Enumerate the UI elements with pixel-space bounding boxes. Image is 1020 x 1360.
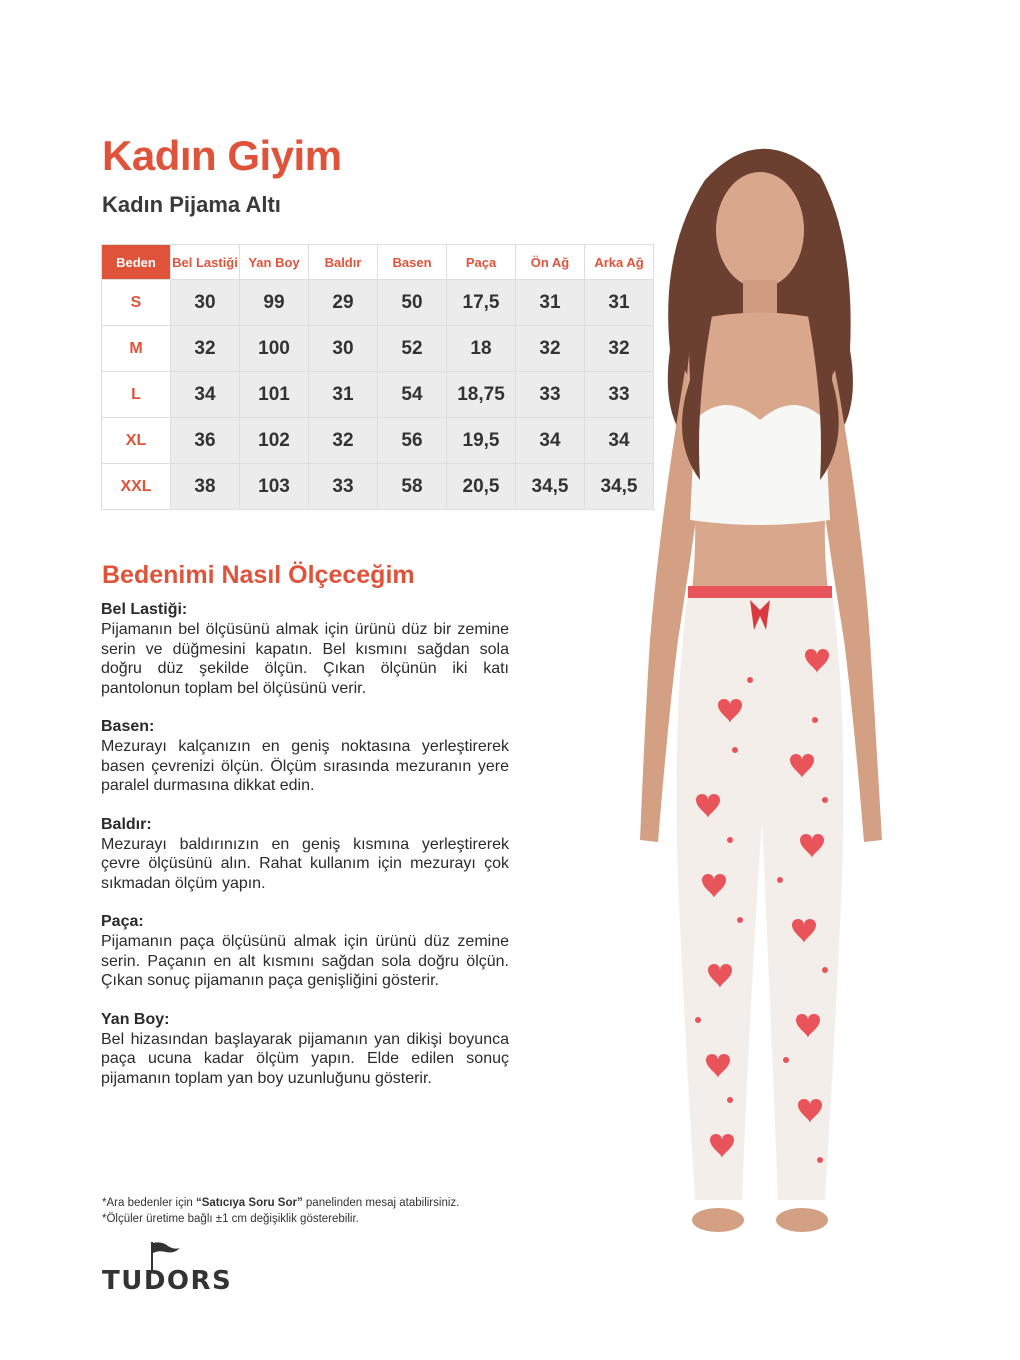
- size-chart-table: [101, 244, 654, 510]
- table-cell: 29: [309, 280, 378, 326]
- table-cell: 102: [240, 418, 309, 464]
- table-cell: 52: [378, 326, 447, 372]
- table-row: [102, 326, 654, 372]
- column-header: Beden: [102, 245, 171, 280]
- guide-text: Pijamanın paça ölçüsünü almak için ürünü düz zemine serin. Paçanın en alt kısmını sağdan sola doğru ölçün. Çıkan sonuç pijamanın paça genişliğini gösterir.: [101, 933, 509, 989]
- table-cell: 38: [171, 464, 240, 510]
- size-label: XL: [102, 418, 171, 464]
- footnote-tolerance: *Ölçüler üretime bağlı ±1 cm değişiklik gösterebilir.: [102, 1213, 359, 1225]
- table-cell: 33: [516, 372, 585, 418]
- table-cell: 100: [240, 326, 309, 372]
- size-label: XXL: [102, 464, 171, 510]
- column-header: Bel Lastiği: [171, 245, 240, 280]
- column-header: Paça: [447, 245, 516, 280]
- measurement-guide: [101, 600, 509, 1107]
- model-illustration: [600, 120, 920, 1270]
- page-subtitle: Kadın Pijama Altı: [102, 192, 281, 217]
- size-label: M: [102, 326, 171, 372]
- table-cell: 34: [171, 372, 240, 418]
- column-header: Baldır: [309, 245, 378, 280]
- table-cell: 50: [378, 280, 447, 326]
- guide-text: Pijamanın bel ölçüsünü almak için ürünü düz bir zemine serin ve düğmesini kapatın. Bel kısmını sağdan sola doğru düz şekilde ölçün. Çıkan ölçünün iki katı pantolonun toplam bel ölçüsünü verir.: [101, 621, 509, 697]
- table-cell: 56: [378, 418, 447, 464]
- column-header: Yan Boy: [240, 245, 309, 280]
- table-cell: 17,5: [447, 280, 516, 326]
- table-row: [102, 372, 654, 418]
- table-cell: 20,5: [447, 464, 516, 510]
- column-header: Basen: [378, 245, 447, 280]
- table-cell: 58: [378, 464, 447, 510]
- table-cell: 18: [447, 326, 516, 372]
- guide-heading: Baldır:: [101, 815, 152, 833]
- table-cell: 32: [171, 326, 240, 372]
- guide-section-paca: [101, 912, 509, 991]
- table-cell: 99: [240, 280, 309, 326]
- table-row: [102, 280, 654, 326]
- guide-heading: Basen:: [101, 718, 155, 735]
- guide-heading: Yan Boy:: [101, 1010, 170, 1028]
- table-cell: 54: [378, 372, 447, 418]
- footnote-ask-seller: *Ara bedenler için “Satıcıya Soru Sor” panelinden mesaj atabilirsiniz.: [102, 1197, 460, 1209]
- guide-heading: Bel Lastiği:: [101, 601, 188, 618]
- guide-section-yan-boy: [101, 1010, 509, 1089]
- table-row: [102, 464, 654, 510]
- table-cell: 30: [171, 280, 240, 326]
- table-cell: 18,75: [447, 372, 516, 418]
- guide-heading: Paça:: [101, 913, 144, 930]
- guide-text: Bel hizasından başlayarak pijamanın yan dikişi boyunca paça ucuna kadar ölçüm yapın. Elde edilen sonuç pijamanın toplam yan boy uzunluğunu gösterir.: [101, 1030, 509, 1087]
- guide-text: Mezurayı kalçanızın en geniş noktasına yerleştirerek basen çevrenizi ölçün. Ölçüm sırasında mezuranın yere paralel durmasına dikkat edin.: [101, 738, 509, 794]
- table-cell: 34,5: [516, 464, 585, 510]
- table-cell: 32: [516, 326, 585, 372]
- table-cell: 34: [585, 418, 654, 464]
- table-cell: 36: [171, 418, 240, 464]
- howto-title: Bedenimi Nasıl Ölçeceğim: [102, 561, 415, 589]
- table-cell: 31: [585, 280, 654, 326]
- footnotes: [102, 1195, 459, 1227]
- column-header: Ön Ağ: [516, 245, 585, 280]
- table-cell: 30: [309, 326, 378, 372]
- table-cell: 32: [309, 418, 378, 464]
- table-cell: 32: [585, 326, 654, 372]
- table-row: [102, 418, 654, 464]
- table-cell: 19,5: [447, 418, 516, 464]
- table-cell: 31: [516, 280, 585, 326]
- size-label: S: [102, 280, 171, 326]
- table-header-row: [102, 245, 654, 280]
- brand-name: TUDORS: [102, 1266, 233, 1296]
- guide-text: Mezurayı baldırınızın en geniş kısmına yerleştirerek çevre ölçüsünü alın. Rahat kullanım için mezurayı çok sıkmadan ölçüm yapın.: [101, 835, 509, 892]
- table-cell: 34,5: [585, 464, 654, 510]
- page-title: Kadın Giyim: [102, 132, 342, 179]
- table-cell: 31: [309, 372, 378, 418]
- table-cell: 103: [240, 464, 309, 510]
- table-cell: 34: [516, 418, 585, 464]
- size-label: L: [102, 372, 171, 418]
- guide-section-bel-lastigi: [101, 600, 509, 698]
- table-cell: 101: [240, 372, 309, 418]
- column-header: Arka Ağ: [585, 245, 654, 280]
- table-cell: 33: [309, 464, 378, 510]
- table-cell: 33: [585, 372, 654, 418]
- guide-section-baldir: [101, 815, 509, 894]
- brand-logo: [102, 1240, 232, 1300]
- guide-section-basen: [101, 717, 509, 796]
